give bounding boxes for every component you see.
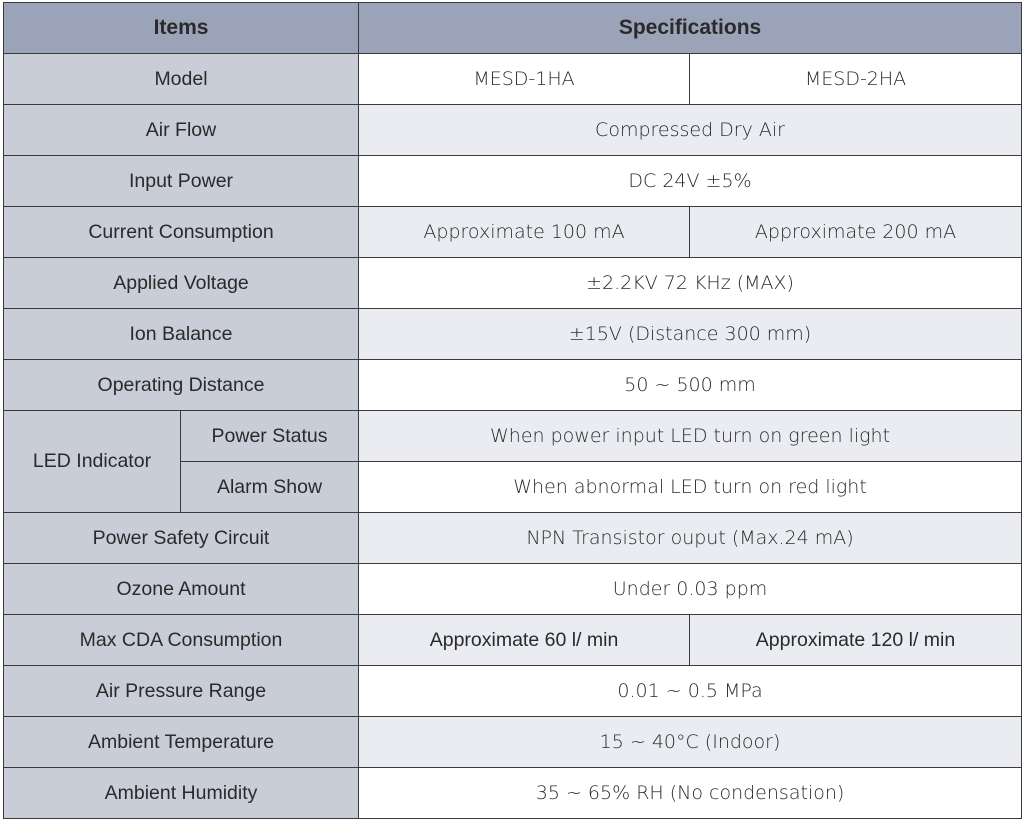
table-row-ambient-temperature <box>4 717 1022 768</box>
table-row-current-consumption <box>4 207 1022 258</box>
row-label: Ambient Humidity <box>4 768 359 819</box>
cda-1-value: Approximate 60 l/ min <box>359 615 690 666</box>
items-header: Items <box>4 3 359 54</box>
table-row-applied-voltage <box>4 258 1022 309</box>
power-status-label: Power Status <box>181 411 359 462</box>
specifications-header: Specifications <box>359 3 1022 54</box>
row-label: Current Consumption <box>4 207 359 258</box>
table-row-input-power <box>4 156 1022 207</box>
table-row-power-safety-circuit <box>4 513 1022 564</box>
row-value: 35 ~ 65% RH (No condensation) <box>359 768 1022 819</box>
current-1-value: Approximate 100 mA <box>359 207 690 258</box>
row-label: Applied Voltage <box>4 258 359 309</box>
row-label: Model <box>4 54 359 105</box>
row-label: Air Flow <box>4 105 359 156</box>
row-label: Operating Distance <box>4 360 359 411</box>
row-label: Air Pressure Range <box>4 666 359 717</box>
power-status-value: When power input LED turn on green light <box>359 411 1022 462</box>
table-row-ozone-amount <box>4 564 1022 615</box>
table-row-max-cda-consumption <box>4 615 1022 666</box>
specifications-table <box>3 2 1022 819</box>
row-label: Max CDA Consumption <box>4 615 359 666</box>
row-label: Ozone Amount <box>4 564 359 615</box>
row-value: NPN Transistor ouput (Max.24 mA) <box>359 513 1022 564</box>
alarm-show-label: Alarm Show <box>181 462 359 513</box>
row-value: DC 24V ±5% <box>359 156 1022 207</box>
row-label: Input Power <box>4 156 359 207</box>
row-value: 15 ~ 40°C (Indoor) <box>359 717 1022 768</box>
model-2-value: MESD-2HA <box>690 54 1022 105</box>
table-row-operating-distance <box>4 360 1022 411</box>
table-row-model <box>4 54 1022 105</box>
current-2-value: Approximate 200 mA <box>690 207 1022 258</box>
table-row-ambient-humidity <box>4 768 1022 819</box>
row-value: ±2.2KV 72 KHz (MAX) <box>359 258 1022 309</box>
table-header-row <box>4 3 1022 54</box>
row-label: Ion Balance <box>4 309 359 360</box>
row-value: 0.01 ~ 0.5 MPa <box>359 666 1022 717</box>
row-label: Power Safety Circuit <box>4 513 359 564</box>
row-value: Compressed Dry Air <box>359 105 1022 156</box>
table-row-ion-balance <box>4 309 1022 360</box>
led-indicator-label: LED Indicator <box>4 411 181 513</box>
table-row-air-pressure-range <box>4 666 1022 717</box>
table-row-air-flow <box>4 105 1022 156</box>
alarm-show-value: When abnormal LED turn on red light <box>359 462 1022 513</box>
table-row-led-power-status <box>4 411 1022 462</box>
row-value: ±15V (Distance 300 mm) <box>359 309 1022 360</box>
row-value: Under 0.03 ppm <box>359 564 1022 615</box>
model-1-value: MESD-1HA <box>359 54 690 105</box>
cda-2-value: Approximate 120 l/ min <box>690 615 1022 666</box>
row-value: 50 ~ 500 mm <box>359 360 1022 411</box>
row-label: Ambient Temperature <box>4 717 359 768</box>
